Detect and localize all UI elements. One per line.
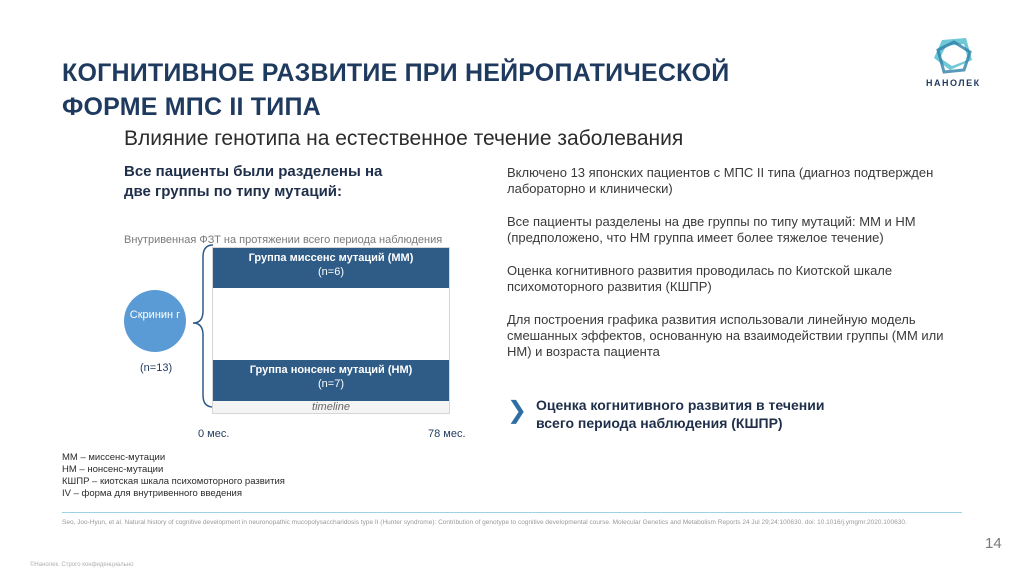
group-missense-name: Группа миссенс мутаций (ММ) [248,252,414,264]
description-paragraph-2: Все пациенты разделены на две группы по типу мутаций: ММ и НМ (предположено, что НМ группа имеет более тяжелое течение) [507,214,916,245]
group-missense [213,248,449,288]
logo-text: НАНОЛЕК [926,78,981,88]
abbreviation-item: ММ – миссенс-мутации [62,452,166,463]
confidentiality-note: ©Нанолек. Строго конфиденциально [30,562,134,568]
group-nonsense-name: Группа нонсенс мутаций (НМ) [249,364,413,376]
timeline-gap [213,288,449,360]
abbreviation-item: НМ – нонсенс-мутации [62,464,164,475]
title-line-2: ФОРМЕ МПС II ТИПА [62,93,321,121]
description-paragraph-3: Оценка когнитивного развития проводилась по Киотской шкале психомоторного развития (КШПР) [507,263,893,294]
timeline-end-label: 78 мес. [428,428,466,440]
abbreviation-item: IV – форма для внутривенного введения [62,488,242,499]
group-missense-n: (n=6) [318,266,344,278]
nanolek-logo-icon [920,36,990,80]
chevron-right-icon: ❯ [507,397,528,424]
description-paragraph-1: Включено 13 японских пациентов с МПС II типа (диагноз подтвержден лабораторно и клинически) [507,165,934,196]
reference-citation: Seo, Joo-Hyun, et al. Natural history of cognitive development in neuronopathic mucopolysaccharidosis type II (Hunter syndrome): Contribution of genotype to cognitive developmental course. Molecular Genetics and Metabolism Reports 24 Jul 29;24:100630. doi: 10.1016/j.ymgmr.2020.100630. [62,519,907,526]
title-line-1: КОГНИТИВНОЕ РАЗВИТИЕ ПРИ НЕЙРОПАТИЧЕСКОЙ [62,59,730,87]
groups-heading: Все пациенты были разделены на две группы по типу мутаций: [124,163,383,200]
timeline-label: timeline [312,401,350,413]
iv-therapy-caption: Внутривенная ФЗТ на протяжении всего периода наблюдения [124,234,443,246]
study-description [507,165,957,377]
screening-label: Скринин г [129,309,181,321]
slide-title [62,56,822,124]
outcome-statement: Оценка когнитивного развития в течении всего периода наблюдения (КШПР) [536,397,825,431]
abbreviations-list [62,452,285,500]
screening-count: (n=13) [140,362,173,374]
company-logo [920,36,990,96]
group-nonsense-n: (n=7) [318,378,344,390]
footer-divider [62,512,962,513]
timeline-start-label: 0 мес. [198,428,230,440]
group-nonsense [213,360,449,401]
description-paragraph-4: Для построения графика развития использовали линейную модель смешанных эффектов, основанную на взаимодействии группы (ММ или НМ) и возраста пациента [507,312,944,359]
page-number: 14 [985,535,1002,552]
screening-circle [124,290,186,352]
slide-subtitle: Влияние генотипа на естественное течение заболевания [124,127,684,150]
abbreviation-item: КШПР – киотская шкала психомоторного развития [62,476,285,487]
timeline-box [212,247,450,414]
